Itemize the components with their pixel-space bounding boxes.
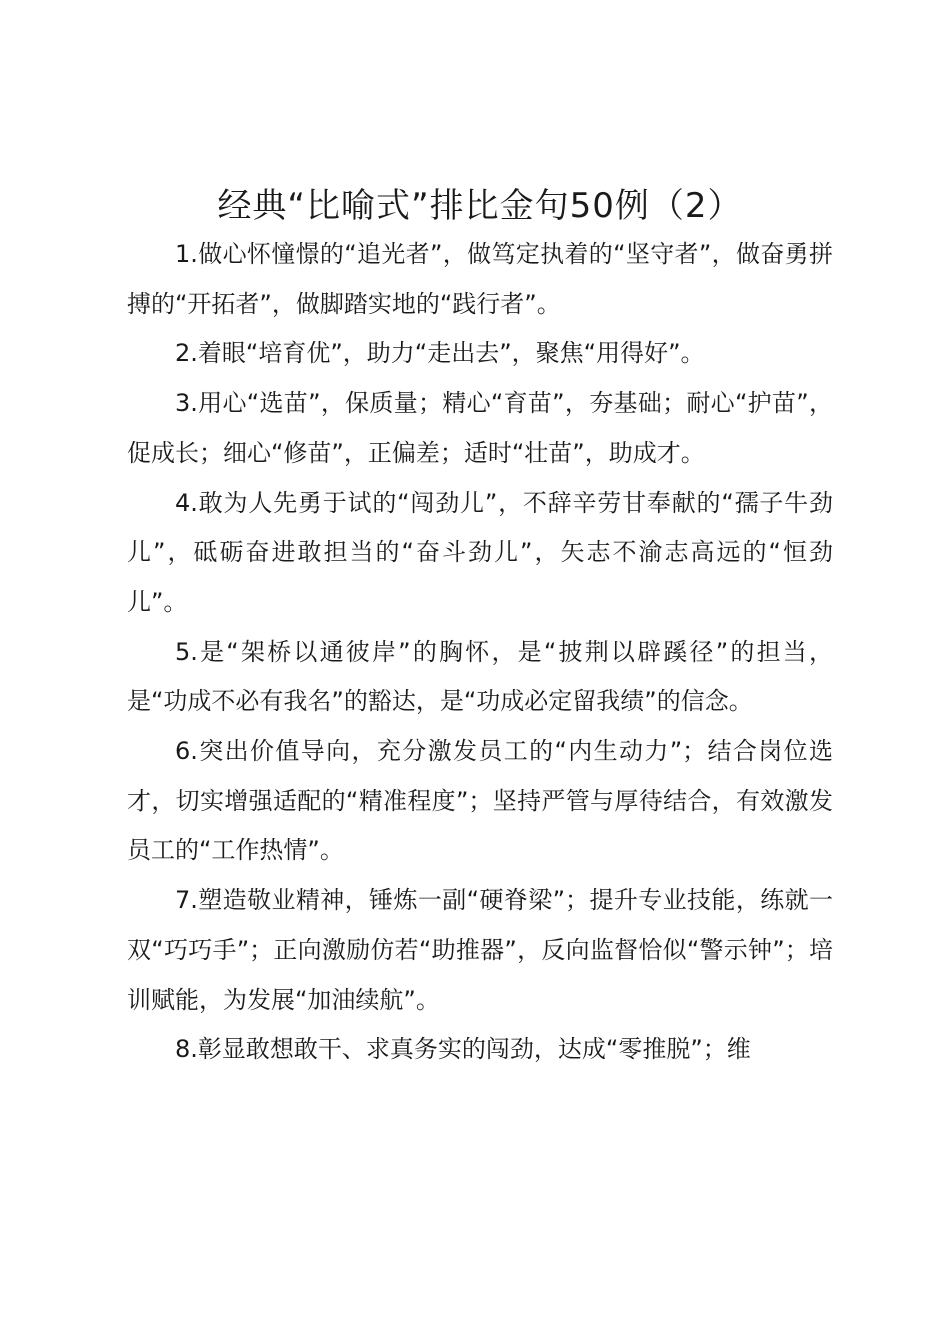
document-title: 经典“比喻式”排比金句50例（2） (217, 186, 743, 226)
paragraph-2: 2.着眼“培育优”，助力“走出去”，聚焦“用得好”。 (175, 339, 705, 368)
paragraph-3: 3.用心“选苗”，保质量；精心“育苗”，夯基础；耐心“护苗”，促成长；细心“修苗”，正偏差；适时“壮苗”，助成才。 (127, 389, 833, 467)
paragraph-5: 5.是“架桥以通彼岸”的胸怀，是“披荆以辟蹊径”的担当，是“功成不必有我名”的豁达，是“功成必定留我绩”的信念。 (127, 637, 833, 716)
paragraph-6: 6.突出价值导向，充分激发员工的“内生动力”；结合岗位选才，切实增强适配的“精准程度”；坚持严管与厚待结合，有效激发员工的“工作热情”。 (127, 737, 833, 865)
paragraph-4: 4.敢为人先勇于试的“闯劲儿”，不辞辛劳甘奉献的“孺子牛劲儿”，砥砺奋进敢担当的“奋斗劲儿”，矢志不渝志高远的“恒劲儿”。 (127, 488, 833, 616)
paragraph-8: 8.彰显敢想敢干、求真务实的闯劲，达成“零推脱”；维 (175, 1035, 751, 1064)
document-body (127, 230, 833, 1075)
paragraph-1: 1.做心怀憧憬的“追光者”，做笃定执着的“坚守者”，做奋勇拼搏的“开拓者”，做脚踏实地的“践行者”。 (127, 240, 833, 318)
paragraph-7: 7.塑造敬业精神，锤炼一副“硬脊梁”；提升专业技能，练就一双“巧巧手”；正向激励仿若“助推器”，反向监督恰似“警示钟”；培训赋能，为发展“加油续航”。 (127, 886, 833, 1014)
